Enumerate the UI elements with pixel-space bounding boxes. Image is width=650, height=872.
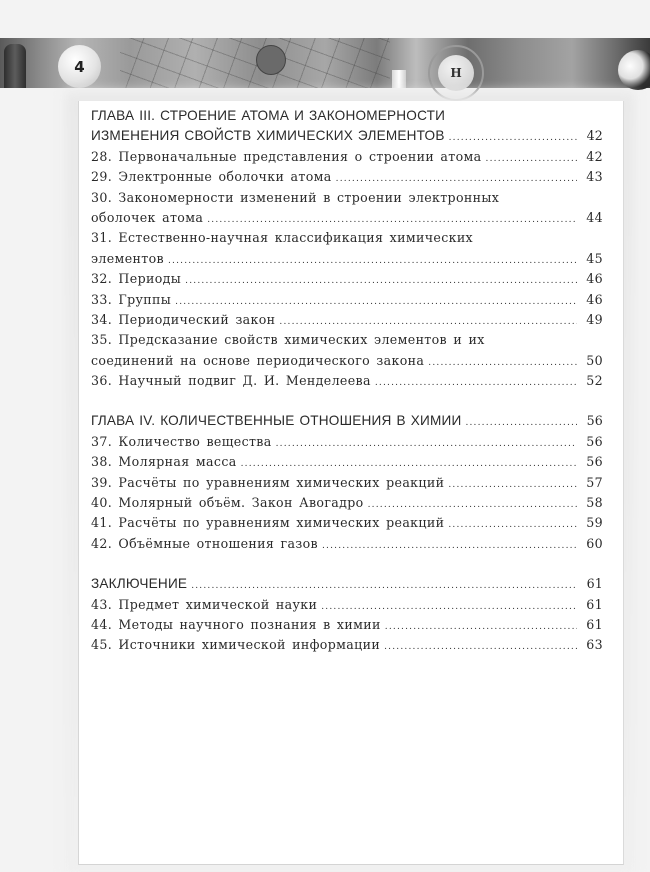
toc-entry-cont[interactable]: оболочек атома ..... 44 <box>91 208 603 228</box>
page-ref: 49 <box>586 311 603 327</box>
page-ref: 59 <box>586 515 603 531</box>
page-ref: 60 <box>586 535 603 551</box>
toc-entry[interactable]: 43. Предмет химической науки ..... 61 <box>91 595 603 615</box>
toc-entry[interactable]: 40. Молярный объём. Закон Авогадро ..... 58 <box>91 493 603 513</box>
toc-section-conclusion <box>91 574 603 656</box>
dot-leader <box>185 271 577 291</box>
molecule-ball-image <box>618 50 650 90</box>
test-tube-image <box>4 44 26 88</box>
dot-leader <box>321 597 577 617</box>
periodic-table-image <box>120 38 390 88</box>
dot-leader <box>207 210 577 230</box>
toc-entry[interactable]: 37. Количество вещества ..... 56 <box>91 432 603 452</box>
toc-entry[interactable]: 41. Расчёты по уравнениям химических реакций ..... 59 <box>91 513 603 533</box>
dot-leader <box>336 169 577 189</box>
dot-leader <box>375 373 577 393</box>
element-symbol: H <box>450 66 462 80</box>
flask-image <box>392 70 406 88</box>
page-ref: 56 <box>586 454 603 470</box>
toc-heading[interactable]: ГЛАВА III. СТРОЕНИЕ АТОМА И ЗАКОНОМЕРНОСТИ <box>91 108 446 123</box>
dot-leader <box>384 637 577 657</box>
dot-leader <box>322 536 577 556</box>
toc-entry[interactable]: 42. Объёмные отношения газов ..... 60 <box>91 534 603 554</box>
dot-leader <box>449 128 577 148</box>
page-ref: 57 <box>586 474 603 490</box>
page-ref: 50 <box>586 352 603 368</box>
dot-leader <box>241 454 577 474</box>
toc-entry[interactable]: 36. Научный подвиг Д. И. Менделеева ..... 52 <box>91 371 603 391</box>
section-gap <box>91 554 603 574</box>
page-ref: 61 <box>586 576 603 592</box>
dot-leader <box>385 617 577 637</box>
dot-leader <box>175 292 577 312</box>
toc-entry[interactable]: 29. Электронные оболочки атома ..... 43 <box>91 167 603 187</box>
toc-entry[interactable]: 34. Периодический закон ..... 49 <box>91 310 603 330</box>
page-ref: 61 <box>586 596 603 612</box>
page-ref: 56 <box>586 413 603 429</box>
toc-entry[interactable]: 38. Молярная масса ..... 56 <box>91 452 603 472</box>
toc-heading[interactable]: ГЛАВА IV. КОЛИЧЕСТВЕННЫЕ ОТНОШЕНИЯ В ХИМИИ ..... 56 <box>91 411 603 431</box>
page-ref: 44 <box>586 209 603 225</box>
dot-leader <box>279 312 577 332</box>
toc-entry[interactable]: 33. Группы ..... 46 <box>91 290 603 310</box>
toc-entry[interactable]: 28. Первоначальные представления о строении атома ..... 42 <box>91 147 603 167</box>
dot-leader <box>448 475 577 495</box>
toc-heading[interactable]: ЗАКЛЮЧЕНИЕ ..... 61 <box>91 574 603 594</box>
page-ref: 42 <box>586 148 603 164</box>
toc-entry[interactable]: 30. Закономерности изменений в строении электронных <box>91 189 500 205</box>
page-ref: 61 <box>586 616 603 632</box>
section-gap <box>91 391 603 411</box>
page-ref: 45 <box>586 250 603 266</box>
dot-leader <box>448 515 577 535</box>
table-of-contents <box>91 106 603 656</box>
page-ref: 56 <box>586 433 603 449</box>
page-ref: 43 <box>586 169 603 185</box>
page-ref: 42 <box>586 128 603 144</box>
toc-entry[interactable]: 45. Источники химической информации ..... 63 <box>91 635 603 655</box>
dot-leader <box>276 434 577 454</box>
page-ref: 46 <box>586 291 603 307</box>
page-ref: 52 <box>586 373 603 389</box>
toc-entry[interactable]: 39. Расчёты по уравнениям химических реакций ..... 57 <box>91 473 603 493</box>
toc-entry[interactable]: 31. Естественно-научная классификация химических <box>91 230 474 246</box>
document-page <box>78 101 624 865</box>
toc-heading-cont[interactable]: ИЗМЕНЕНИЯ СВОЙСТВ ХИМИЧЕСКИХ ЭЛЕМЕНТОВ ..... 42 <box>91 126 603 146</box>
page-number-badge <box>58 45 101 88</box>
page-ref: 63 <box>586 637 603 653</box>
dot-leader <box>465 413 577 433</box>
atom-dot-image <box>256 45 286 75</box>
dot-leader <box>191 576 577 596</box>
page-number: 4 <box>74 57 85 76</box>
toc-section-chapter-4 <box>91 411 603 554</box>
toc-entry[interactable]: 35. Предсказание свойств химических элементов и их <box>91 332 485 348</box>
page-ref: 46 <box>586 271 603 287</box>
dot-leader <box>368 495 577 515</box>
toc-entry[interactable]: 32. Периоды ..... 46 <box>91 269 603 289</box>
page-ref: 58 <box>586 495 603 511</box>
dot-leader <box>428 353 577 373</box>
toc-entry[interactable]: 44. Методы научного познания в химии ..... 61 <box>91 615 603 635</box>
toc-entry-cont[interactable]: соединений на основе периодического закона ..... 50 <box>91 351 603 371</box>
toc-entry-cont[interactable]: элементов ..... 45 <box>91 249 603 269</box>
dot-leader <box>168 251 577 271</box>
dot-leader <box>486 149 577 169</box>
toc-section-chapter-3 <box>91 106 603 391</box>
